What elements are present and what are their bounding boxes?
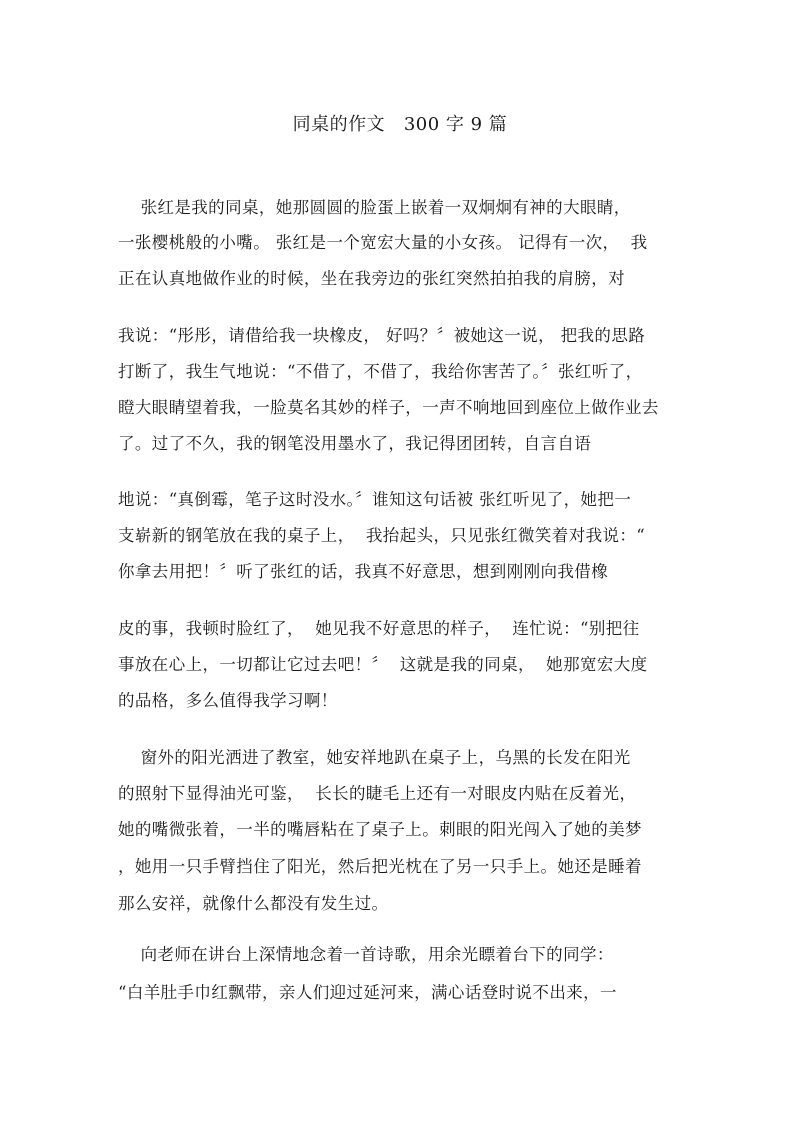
- text-line: 向老师在讲台上深情地念着一首诗歌，用余光瞟着台下的同学：: [118, 945, 614, 964]
- text-line: 那么安祥，就像什么都没有发生过。: [118, 894, 389, 913]
- text-line: 你拿去用把！〞听了张红的话，我真不好意思，想到刚刚向我借橡: [118, 562, 609, 581]
- text-line: 地说：“真倒霉，笔子这时没水。〞谁知这句话被 张红听见了，她把一: [118, 490, 632, 509]
- text-line: 打断了，我生气地说：“不借了，不借了，我给你害苦了。〞张红听了，: [118, 362, 643, 381]
- text-line: ，她用一只手臂挡住了阳光，然后把光枕在了另一只手上。她还是睡着: [118, 857, 642, 876]
- text-line: 瞪大眼睛望着我，一脸莫名其妙的样子，一声不响地回到座位上做作业去: [118, 398, 659, 417]
- text-line: 窗外的阳光洒进了教室，她安祥地趴在桌子上，乌黑的长发在阳光: [118, 748, 631, 767]
- text-line: 我说：“彤彤，请借给我一块橡皮， 好吗？〞被她这一说， 把我的思路: [118, 326, 646, 345]
- text-line: 了。过了不久，我的钢笔没用墨水了，我记得团团转，自言自语: [118, 434, 592, 453]
- document-title: 同桌的作文 300 字 9 篇: [292, 114, 508, 135]
- text-line: 一张樱桃般的小嘴。 张红是一个宽宏大量的小女孩。 记得有一次， 我: [118, 233, 648, 252]
- text-line: 正在认真地做作业的时候，坐在我旁边的张红突然拍拍我的肩膀，对: [118, 269, 625, 288]
- text-line: 张红是我的同桌，她那圆圆的脸蛋上嵌着一双炯炯有神的大眼睛，: [118, 198, 631, 217]
- text-line: 皮的事，我顿时脸红了， 她见我不好意思的样子， 连忙说：“别把往: [118, 619, 640, 638]
- text-line: 支崭新的钢笔放在我的桌子上， 我抬起头，只见张红微笑着对我说：“: [118, 526, 646, 545]
- text-line: 她的嘴微张着，一半的嘴唇粘在了桌子上。刺眼的阳光闯入了她的美梦: [118, 820, 642, 839]
- text-line: 的品格，多么值得我学习啊！: [118, 691, 338, 710]
- text-line: 的照射下显得油光可鉴， 长长的睫毛上还有一对眼皮内贴在反着光，: [118, 784, 637, 803]
- text-line: “白羊肚手巾红飘带，亲人们迎过延河来，满心话登时说不出来，一: [118, 983, 617, 1002]
- text-line: 事放在心上，一切都让它过去吧！〞 这就是我的同桌， 她那宽宏大度: [118, 655, 648, 674]
